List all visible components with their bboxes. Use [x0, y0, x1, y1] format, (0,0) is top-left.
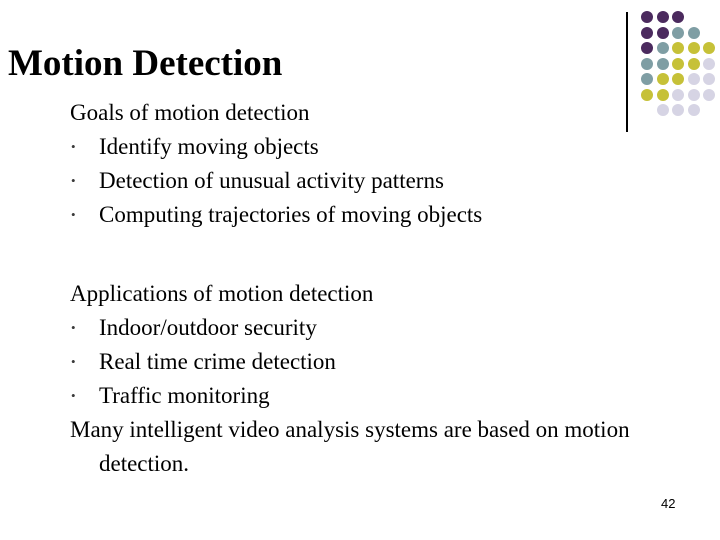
section-spacer: [70, 232, 670, 277]
applications-bullet-item: [70, 379, 670, 413]
applications-bullet-item: [70, 311, 670, 345]
goals-bullet-item: [70, 198, 670, 232]
decorative-dot: [641, 27, 653, 39]
goals-bullet-item: [70, 164, 670, 198]
decorative-dot: [641, 58, 653, 70]
applications-bullet-text: Traffic monitoring: [99, 383, 270, 408]
decorative-dot: [672, 27, 684, 39]
decorative-dot: [703, 58, 715, 70]
bullet-icon: •: [71, 354, 76, 369]
decorative-dot: [672, 58, 684, 70]
bullet-icon: •: [71, 173, 76, 188]
applications-bullet-text: Real time crime detection: [99, 349, 336, 374]
applications-bullet-text: Indoor/outdoor security: [99, 315, 317, 340]
goals-heading: Goals of motion detection: [70, 100, 310, 125]
decorative-dot: [657, 73, 669, 85]
page-number: 42: [661, 496, 676, 511]
decorative-dot: [672, 11, 684, 23]
bullet-icon: •: [71, 207, 76, 222]
decorative-dot: [672, 89, 684, 101]
decorative-dot: [703, 73, 715, 85]
decorative-dot: [641, 42, 653, 54]
decorative-dot: [657, 27, 669, 39]
bullet-icon: •: [71, 388, 76, 403]
goals-bullet-text: Identify moving objects: [99, 134, 319, 159]
bullet-icon: •: [71, 320, 76, 335]
decorative-dot: [688, 42, 700, 54]
decorative-dot: [688, 73, 700, 85]
decorative-dot: [641, 11, 653, 23]
goals-bullet-item: [70, 130, 670, 164]
decorative-dot: [672, 42, 684, 54]
decorative-dot: [657, 42, 669, 54]
decorative-dot: [703, 42, 715, 54]
goals-bullet-text: Detection of unusual activity patterns: [99, 168, 444, 193]
bullet-icon: •: [71, 139, 76, 154]
decorative-dot: [688, 58, 700, 70]
decorative-dot: [688, 27, 700, 39]
decorative-dot: [703, 89, 715, 101]
decorative-dot: [657, 11, 669, 23]
applications-bullet-item: [70, 345, 670, 379]
decorative-dot: [688, 89, 700, 101]
slide-body: [70, 96, 670, 481]
decorative-dot: [672, 104, 684, 116]
goals-bullet-text: Computing trajectories of moving objects: [99, 202, 483, 227]
decorative-dot: [688, 104, 700, 116]
decorative-dot: [672, 73, 684, 85]
closing-paragraph: Many intelligent video analysis systems are based on motion detection.: [70, 417, 630, 476]
applications-heading: Applications of motion detection: [70, 281, 374, 306]
decorative-dot: [641, 73, 653, 85]
slide-title: Motion Detection: [8, 43, 283, 84]
decorative-dot: [657, 58, 669, 70]
